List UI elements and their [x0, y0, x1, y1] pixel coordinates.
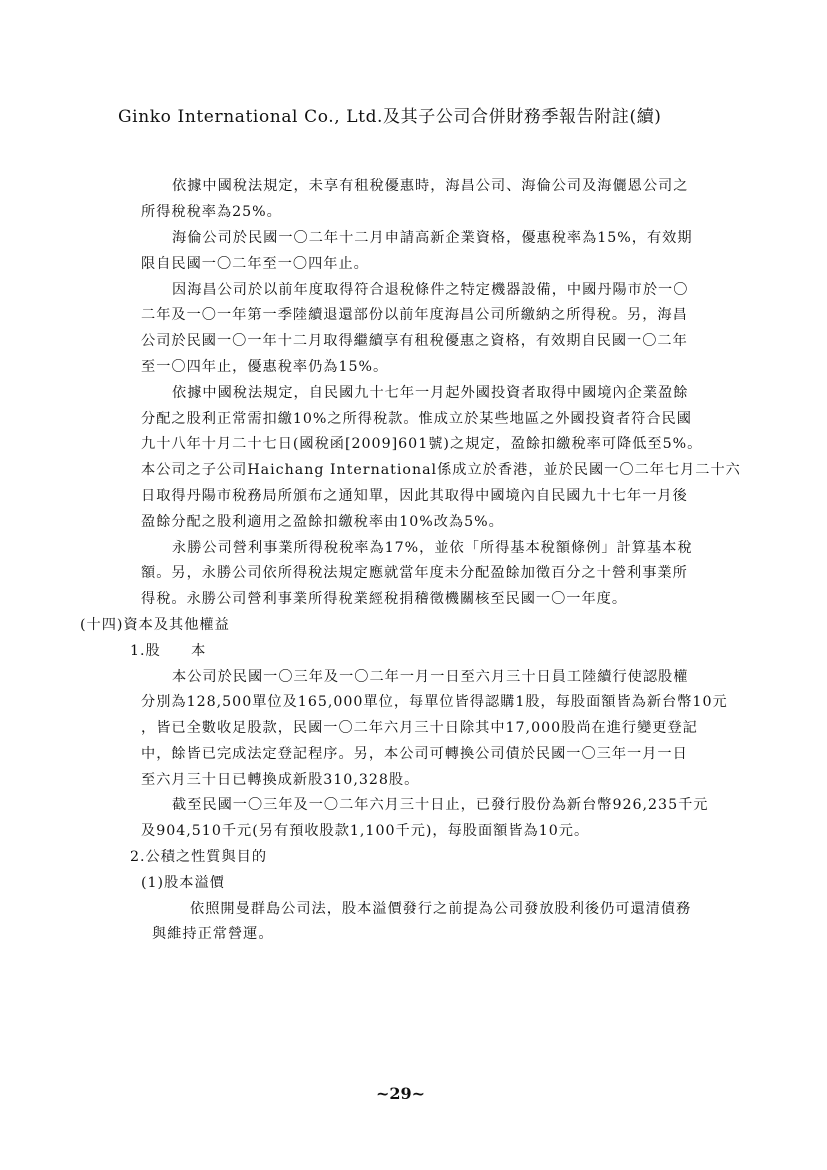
body-line-3: 海倫公司於民國一〇二年十二月申請高新企業資格，優惠稅率為15%，有效期	[172, 230, 693, 246]
body-line-25: 截至民國一〇三年及一〇二年六月三十日止，已發行股份為新台幣926,235千元	[172, 797, 709, 813]
body-line-29: 依照開曼群島公司法，股本溢價發行之前提為公司發放股利後仍可還清債務	[190, 901, 692, 917]
body-line-1: 依據中國稅法規定，未享有租稅優惠時，海昌公司、海倫公司及海儷恩公司之	[172, 178, 689, 194]
page-number: ~29~	[376, 1084, 426, 1103]
subsection-heading-share-capital: 1.股 本	[130, 643, 207, 659]
report-header: Ginko International Co., Ltd.及其子公司合併財務季報告附註(續)	[118, 107, 662, 127]
body-line-30: 與維持正常營運。	[152, 926, 274, 942]
body-line-4: 限自民國一〇二年至一〇四年止。	[141, 256, 369, 272]
section-heading-14: (十四)資本及其他權益	[80, 617, 230, 633]
body-line-23: 中，餘皆已完成法定登記程序。另，本公司可轉換公司債於民國一〇三年一月一日	[141, 746, 688, 762]
body-line-13: 日取得丹陽市稅務局所頒布之通知單，因此其取得中國境內自民國九十七年一月後	[141, 488, 688, 504]
body-line-7: 公司於民國一〇一年十二月取得繼續享有租稅優惠之資格，有效期自民國一〇二年	[141, 333, 688, 349]
body-line-22: ，皆已全數收足股款，民國一〇二年六月三十日除其中17,000股尚在進行變更登記	[141, 720, 698, 736]
body-line-14: 盈餘分配之股利適用之盈餘扣繳稅率由10%改為5%。	[141, 514, 504, 530]
body-line-8: 至一〇四年止，優惠稅率仍為15%。	[141, 359, 389, 375]
body-line-9: 依據中國稅法規定，自民國九十七年一月起外國投資者取得中國境內企業盈餘	[172, 385, 689, 401]
body-line-15: 永勝公司營利事業所得稅稅率為17%，並依「所得基本稅額條例」計算基本稅	[172, 540, 693, 556]
body-line-16: 額。另，永勝公司依所得稅法規定應就當年度未分配盈餘加徵百分之十營利事業所	[141, 565, 688, 581]
body-line-6: 二年及一〇一年第一季陸續退還部份以前年度海昌公司所繳納之所得稅。另，海昌	[141, 307, 688, 323]
body-line-11: 九十八年十月二十七日(國稅函[2009]601號)之規定，盈餘扣繳稅率可降低至5%。	[141, 436, 703, 452]
body-line-10: 分配之股利正常需扣繳10%之所得稅款。惟成立於某些地區之外國投資者符合民國	[141, 411, 692, 427]
body-line-20: 本公司於民國一〇三年及一〇二年一月一日至六月三十日員工陸續行使認股權	[172, 669, 689, 685]
item-heading-share-premium: (1)股本溢價	[141, 875, 225, 891]
body-line-2: 所得稅稅率為25%。	[141, 204, 282, 220]
body-line-12: 本公司之子公司Haichang International係成立於香港，並於民國一〇二年七月二十六	[141, 462, 741, 478]
body-line-17: 得稅。永勝公司營利事業所得稅業經稅捐稽徵機關核至民國一〇一年度。	[141, 591, 628, 607]
body-line-24: 至六月三十日已轉換成新股310,328股。	[141, 772, 420, 788]
subsection-heading-reserves: 2.公積之性質與目的	[130, 849, 268, 865]
body-line-21: 分別為128,500單位及165,000單位，每單位皆得認購1股，每股面額皆為新台幣10元	[141, 694, 728, 710]
body-line-5: 因海昌公司於以前年度取得符合退稅條件之特定機器設備，中國丹陽市於一〇	[172, 282, 689, 298]
body-line-26: 及904,510千元(另有預收股款1,100千元)，每股面額皆為10元。	[141, 823, 590, 839]
